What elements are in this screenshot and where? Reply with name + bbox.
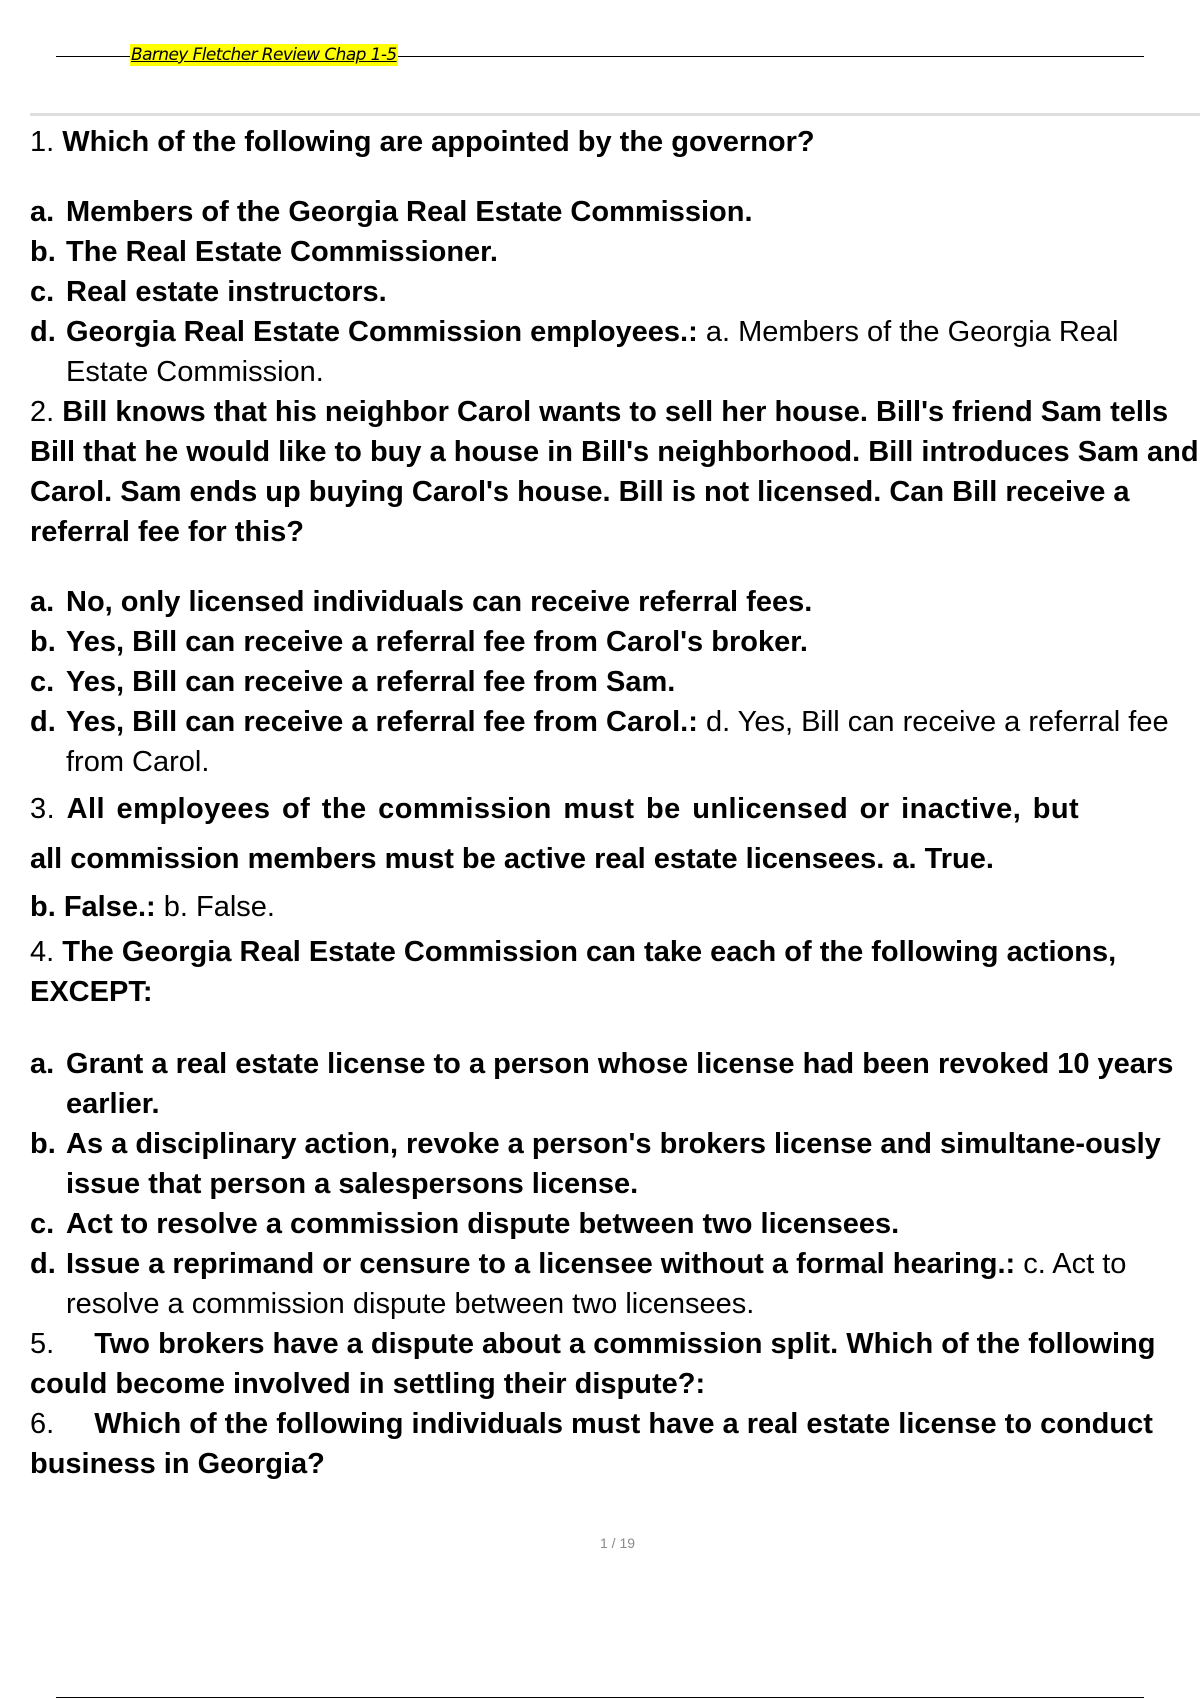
- option-a: [30, 582, 1200, 622]
- option-letter: d.: [30, 316, 56, 348]
- option-text: Yes, Bill can receive a referral fee from Carol.:: [66, 706, 698, 738]
- question-text: Two brokers have a dispute about a commission split. Which of the following could become involved in settling their dispute?:: [30, 1328, 1156, 1400]
- answer-text: d. Yes, Bill can receive a referral fee from Carol.: [66, 706, 1169, 778]
- option-letter: a.: [30, 586, 55, 618]
- answer-text: b. False.: [163, 891, 275, 923]
- option-text: Issue a reprimand or censure to a licensee without a formal hearing.:: [66, 1248, 1016, 1280]
- option-letter: c.: [30, 666, 55, 698]
- option-b: [30, 232, 1200, 272]
- question-number: 5.: [30, 1328, 55, 1360]
- option-c: [30, 662, 1200, 702]
- option-text: Members of the Georgia Real Estate Commission.: [66, 196, 753, 228]
- question-5: [30, 1324, 1200, 1404]
- option-text: Georgia Real Estate Commission employees.:: [66, 316, 698, 348]
- option-letter: b.: [30, 236, 56, 268]
- option-c: [30, 272, 1200, 312]
- footer-rule: [56, 1697, 1144, 1698]
- page-number: 1 / 19: [599, 1535, 636, 1551]
- question-4: [30, 932, 1200, 1012]
- option-letter: c.: [30, 276, 55, 308]
- option-text: As a disciplinary action, revoke a person's brokers license and simultane-ously issue that person a salespersons license.: [66, 1128, 1161, 1200]
- option-text: b. False.:: [30, 891, 156, 923]
- option-b: [30, 1124, 1200, 1204]
- option-a: [30, 1044, 1200, 1124]
- question-number: 3.: [30, 793, 56, 825]
- question-6: [30, 1404, 1200, 1484]
- separator-rule: [30, 113, 1200, 116]
- option-d: [30, 702, 1200, 782]
- option-c: [30, 1204, 1200, 1244]
- option-letter: a.: [30, 1048, 55, 1080]
- option-text: Yes, Bill can receive a referral fee from Sam.: [66, 666, 676, 698]
- question-text: Which of the following individuals must have a real estate license to conduct business in Georgia?: [30, 1408, 1153, 1480]
- option-text: Yes, Bill can receive a referral fee from Carol's broker.: [66, 626, 808, 658]
- option-d: [30, 1244, 1200, 1324]
- question-text: The Georgia Real Estate Commission can take each of the following actions, EXCEPT:: [30, 936, 1117, 1008]
- option-text: No, only licensed individuals can receive referral fees.: [66, 586, 813, 618]
- question-number: 1.: [30, 126, 55, 158]
- question-text: Which of the following are appointed by the governor?: [62, 126, 815, 158]
- option-d: [30, 312, 1200, 392]
- option-text: The Real Estate Commissioner.: [66, 236, 498, 268]
- answer-text: a. Members of the Georgia Real Estate Commission.: [66, 316, 1119, 388]
- option-text: Grant a real estate license to a person whose license had been revoked 10 years earlier.: [66, 1048, 1174, 1120]
- option-a: [30, 192, 1200, 232]
- option-text: Real estate instructors.: [66, 276, 387, 308]
- option-letter: a.: [30, 196, 55, 228]
- header-title: Barney Fletcher Review Chap 1-5: [131, 45, 397, 65]
- option-letter: d.: [30, 1248, 56, 1280]
- option-text: Act to resolve a commission dispute between two licensees.: [66, 1208, 900, 1240]
- question-number: 2.: [30, 396, 55, 428]
- option-b: [30, 622, 1200, 662]
- question-text: All employees of the commission must be unlicensed or inactive, but: [66, 793, 1080, 825]
- question-3-continued: all commission members must be active real estate licensees. a. True.: [30, 843, 994, 875]
- page-header: [56, 44, 1144, 68]
- question-3: [30, 782, 1200, 836]
- question-number: 6.: [30, 1408, 55, 1440]
- question-1: [30, 122, 1200, 162]
- question-3-option-b: [30, 882, 1200, 932]
- question-text: Bill knows that his neighbor Carol wants to sell her house. Bill's friend Sam tells Bill that he would like to buy a house in Bill's neighborhood. Bill introduces Sam and Carol. Sam ends up buying Carol's house. Bill is not licensed. Can Bill receive a referral fee for this?: [30, 396, 1199, 548]
- answer-text: c. Act to resolve a commission dispute between two licensees.: [66, 1248, 1127, 1320]
- option-letter: b.: [30, 1128, 56, 1160]
- question-number: 4.: [30, 936, 55, 968]
- question-2: [30, 392, 1200, 552]
- document-body: [30, 122, 1200, 1484]
- option-letter: d.: [30, 706, 56, 738]
- option-letter: c.: [30, 1208, 55, 1240]
- option-letter: b.: [30, 626, 56, 658]
